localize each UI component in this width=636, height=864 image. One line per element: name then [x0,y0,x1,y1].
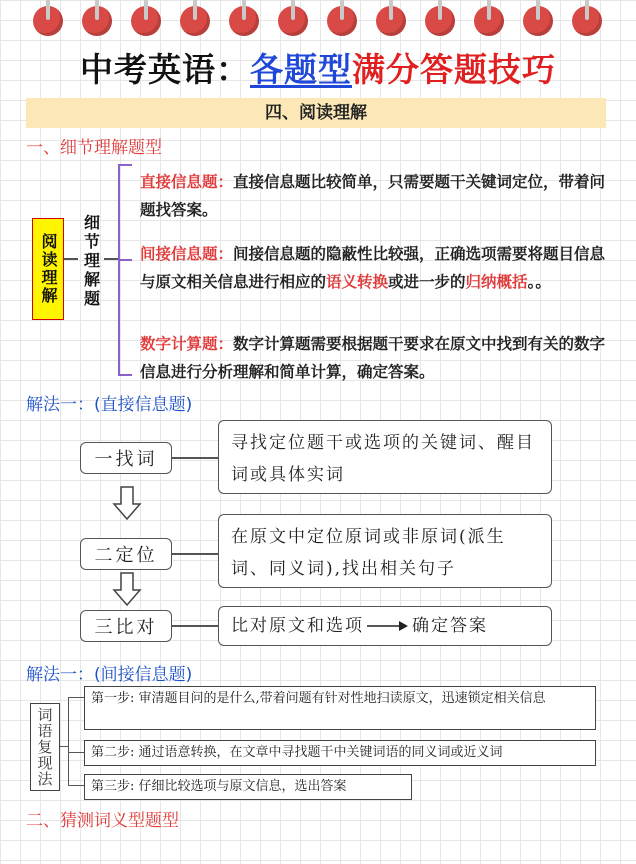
ring-icon [229,6,259,36]
indirect-info-text-b: 或进一步的 [388,273,466,291]
step-find-word-desc: 寻找定位题干或选项的关键词、醒目词或具体实词 [218,420,552,494]
indirect-info-text-c: 。。 [527,273,551,291]
ring-icon [474,6,504,36]
title-part-2: 各题型 [250,50,352,89]
connector-line [104,258,118,260]
step-locate: 二定位 [80,538,172,570]
number-calc-paragraph [140,330,610,386]
page-title [0,44,636,96]
binder-rings [0,0,636,44]
indirect-info-key: 间接信息题： [140,245,234,263]
indirect-info-text-a: 间接信息题的隐蔽性比较强，正确选项需要将题目信息与原文相关信息进行相应的 [140,245,606,291]
title-part-3: 满分答题技巧 [352,50,556,89]
ring-icon [33,6,63,36]
direct-info-key: 直接信息题： [140,173,234,191]
bracket-tick [68,785,84,786]
ring-icon [82,6,112,36]
bracket-tick [118,259,132,261]
connector-line [60,746,68,747]
bracket-tick [118,374,132,376]
step-find-word: 一找词 [80,442,172,474]
bracket-tick [118,164,132,166]
recurrence-step-3: 第三步: 仔细比较选项与原文信息，选出答案 [84,774,412,800]
ring-icon [376,6,406,36]
direct-info-paragraph [140,168,610,224]
arrow-down-icon [112,486,142,520]
arrow-down-icon [112,572,142,606]
method-1-heading: 解法一：(直接信息题) [26,395,193,415]
step-compare: 三比对 [80,610,172,642]
indirect-info-paragraph [140,240,610,296]
ring-icon [327,6,357,36]
word-recurrence-box: 词语复现法 [30,703,60,791]
recurrence-step-2: 第二步: 通过语意转换，在文章中寻找题干中关键词语的同义词或近义词 [84,740,596,766]
connector-line [172,625,218,627]
detail-question-label: 细节理解题 [81,213,101,309]
semantic-conversion-highlight: 语义转换 [326,273,389,291]
ring-icon [425,6,455,36]
section-banner: 四、阅读理解 [26,98,606,128]
step-locate-desc: 在原文中定位原词或非原词(派生词、同义词),找出相关句子 [218,514,552,588]
connector-line [64,258,78,260]
ring-icon [523,6,553,36]
section-2-heading: 二、猜测词义型题型 [26,811,179,831]
reading-comprehension-box: 阅读理解 [32,218,64,320]
method-2-heading: 解法一：(间接信息题) [26,665,193,685]
step-compare-desc [218,606,552,646]
summarize-highlight: 归纳概括 [465,273,528,291]
step-compare-desc-b: 确定答案 [412,616,488,636]
section-1-heading: 一、细节理解题型 [26,138,162,158]
bracket-line [118,164,120,376]
ring-icon [572,6,602,36]
arrow-right-icon [367,620,409,632]
connector-line [172,457,218,459]
connector-line [172,553,218,555]
title-part-1: 中考英语： [80,50,250,89]
step-compare-desc-a: 比对原文和选项 [231,616,364,636]
direct-info-text: 直接信息题比较简单，只需要题干关键词定位，带着问题找答案。 [140,173,606,219]
bracket-tick [68,752,84,753]
bracket-line [68,697,69,785]
bracket-tick [68,697,84,698]
number-calc-text: 数字计算题需要根据题干要求在原文中找到有关的数字信息进行分析理解和简单计算，确定答案。 [140,335,606,381]
ring-icon [180,6,210,36]
number-calc-key: 数字计算题： [140,335,234,353]
ring-icon [278,6,308,36]
ring-icon [131,6,161,36]
recurrence-step-1: 第一步: 审清题目问的是什么,带着问题有针对性地扫读原文，迅速锁定相关信息 [84,686,596,730]
